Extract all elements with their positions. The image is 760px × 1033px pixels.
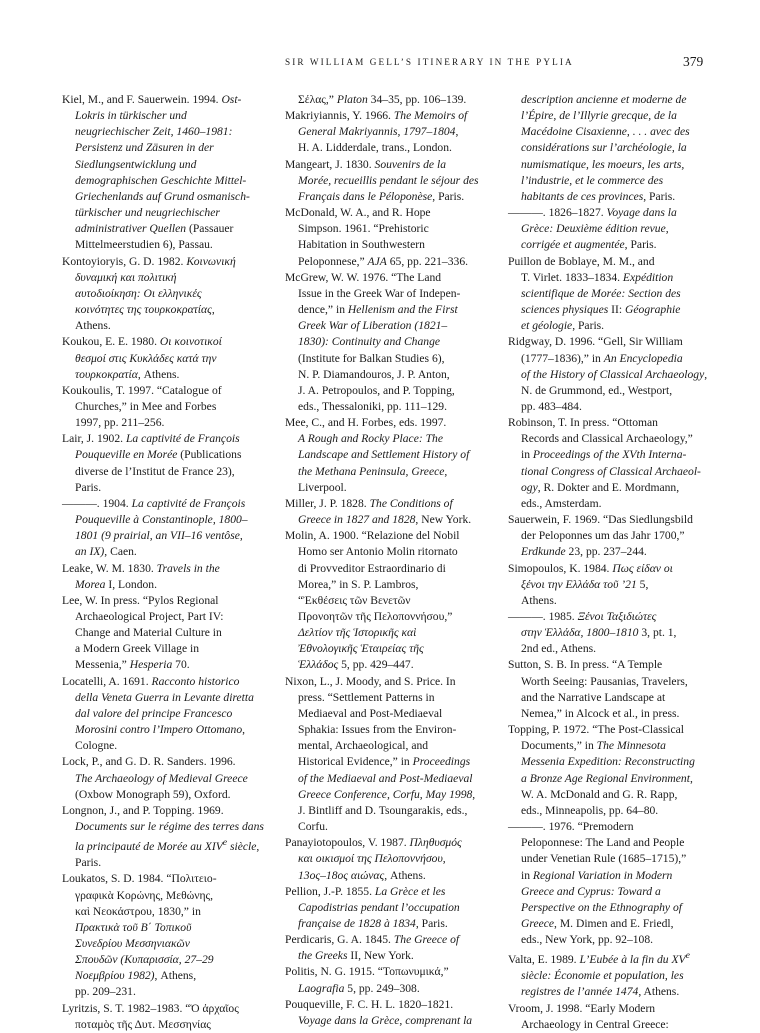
entry-line: Puillon de Boblaye, M. M., and xyxy=(508,254,655,268)
entry-line: Kontoyioryis, G. D. 1982. Κοινωνική xyxy=(62,254,236,268)
entry-line: diverse de l’Institut de France 23), xyxy=(75,464,235,478)
bibliography-entry xyxy=(508,948,718,1000)
entry-line: Habitation in Southwestern xyxy=(298,238,425,252)
entry-line: siècle: Économie et population, les xyxy=(521,969,684,983)
entry-line: N. de Grummond, ed., Westport, xyxy=(521,383,673,397)
bibliography-entry xyxy=(62,383,280,431)
entry-line: considérations sur l’archéologie, la xyxy=(521,141,687,155)
entry-line: der Peloponnes um das Jahr 1700,” xyxy=(521,529,685,543)
entry-line: l’industrie, et le commerce des xyxy=(521,173,664,187)
bibliography-column-3 xyxy=(508,92,718,1033)
bibliography-entry xyxy=(285,964,507,996)
entry-line: a Bronze Age Regional Environment, xyxy=(521,771,693,785)
entry-line: J. Bintliff and D. Tsoungarakis, eds., xyxy=(298,803,468,817)
entry-line: Erdkunde 23, pp. 237–244. xyxy=(521,545,647,559)
entry-line: the Methana Peninsula, Greece, xyxy=(298,464,448,478)
entry-line: Cologne. xyxy=(75,739,118,753)
bibliography-entry xyxy=(285,108,507,156)
entry-line: türkischer und neugriechischer xyxy=(75,206,220,220)
entry-line: Peloponnese,” AJA 65, pp. 221–336. xyxy=(298,254,469,268)
entry-line: Capodistrias pendant l’occupation xyxy=(298,900,460,914)
entry-line: under Venetian Rule (1685–1715),” xyxy=(521,852,687,866)
entry-line: neugriechischer Zeit, 1460–1981: xyxy=(75,125,233,139)
entry-line: Sphakia: Issues from the Environ- xyxy=(298,723,457,737)
entry-line: l’Épire, de l’Illyrie grecque, de la xyxy=(521,109,677,123)
bibliography-entry xyxy=(285,157,507,205)
entry-line: Longnon, J., and P. Topping. 1969. xyxy=(62,803,224,817)
bibliography-entry xyxy=(62,92,280,254)
bibliography-entry xyxy=(285,205,507,270)
entry-line: Grèce: Deuxième édition revue, xyxy=(521,222,669,236)
bibliography-entry xyxy=(285,674,507,836)
entry-line: J. A. Petropoulos, and P. Topping, xyxy=(298,383,455,397)
entry-line: (1777–1836),” in An Encyclopedia xyxy=(521,351,683,365)
entry-line: ogy, R. Dokter and E. Mordmann, xyxy=(521,480,680,494)
entry-line: Corfu. xyxy=(298,820,328,834)
bibliography-entry xyxy=(285,415,507,496)
entry-line: della Veneta Guerra in Levante diretta xyxy=(75,690,254,704)
bibliography-entry xyxy=(508,415,718,512)
bibliography-entry xyxy=(62,593,280,674)
entry-line: Molin, A. 1900. “Relazione del Nobil xyxy=(285,529,460,543)
entry-line: mental, Archaeological, and xyxy=(298,739,429,753)
entry-line: Greece in 1827 and 1828, New York. xyxy=(298,513,472,527)
entry-line: Landscape and Settlement History of xyxy=(298,448,470,462)
entry-line: Sutton, S. B. In press. “A Temple xyxy=(508,658,663,672)
entry-line: Lock, P., and G. D. R. Sanders. 1996. xyxy=(62,755,236,769)
bibliography-entry xyxy=(508,819,718,948)
entry-line: Français dans le Péloponèse, Paris. xyxy=(298,189,465,203)
entry-line: Σέλας,” Platon 34–35, pp. 106–139. xyxy=(298,93,467,106)
bibliography-entry xyxy=(62,754,280,802)
entry-line: Griechenlands auf Grund osmanisch- xyxy=(75,189,250,203)
entry-line: Πρακτικὰ τοῦ Β΄ Τοπικοῦ xyxy=(75,920,192,934)
bibliography-entry xyxy=(508,512,718,560)
bibliography-entry xyxy=(508,205,718,253)
entry-line: Προνοητῶν τῆς Πελοποννήσου,” xyxy=(298,610,453,623)
bibliography-entry xyxy=(62,431,280,496)
entry-line: Δελτίον τῆς Ἱστορικῆς καὶ xyxy=(298,626,417,640)
entry-line: Συνεδρίου Μεσσηνιακῶν xyxy=(75,936,190,950)
running-header xyxy=(0,54,760,74)
entry-line: Morea I, London. xyxy=(75,577,158,591)
entry-line: Peloponnese: The Land and People xyxy=(521,836,685,850)
entry-line: Messenia Expedition: Reconstructing xyxy=(521,755,695,769)
entry-line: 1997, pp. 211–256. xyxy=(75,416,165,430)
entry-line: Issue in the Greek War of Indepen- xyxy=(298,286,461,300)
bibliography-entry xyxy=(62,1001,280,1033)
entry-line: General Makriyannis, 1797–1804, xyxy=(298,125,459,139)
entry-line: Makriyiannis, Y. 1966. The Memoirs of xyxy=(285,109,468,123)
entry-line: Documents,” in The Minnesota xyxy=(521,739,666,753)
entry-line: Lokris in türkischer und xyxy=(75,109,187,123)
entry-line: Morosini contro l’Impero Ottomano, xyxy=(75,723,246,737)
bibliography-entry xyxy=(285,932,507,964)
bibliography-entry xyxy=(285,835,507,883)
entry-line: 2nd ed., Athens. xyxy=(521,642,597,656)
entry-line: scientifique de Morée: Section des xyxy=(521,286,681,300)
entry-line: Mediaeval and Post-Mediaeval xyxy=(298,706,443,720)
entry-line: καὶ Νεοκάστρου, 1830,” in xyxy=(75,904,201,918)
entry-line: Nemea,” in Alcock et al., in press. xyxy=(521,706,680,720)
entry-line: ———. 1904. La captivité de François xyxy=(62,496,246,510)
bibliography-entry xyxy=(62,334,280,382)
entry-line: Kiel, M., and F. Sauerwein. 1994. Ost- xyxy=(62,93,242,106)
entry-line: Siedlungsentwicklung und xyxy=(75,157,197,171)
bibliography-entry xyxy=(285,884,507,932)
entry-line: στην Ἑλλάδα, 1800–1810 3, pt. 1, xyxy=(521,626,677,640)
entry-line: corrigée et augmentée, Paris. xyxy=(521,238,657,252)
bibliography-entry xyxy=(62,561,280,593)
entry-line: habitants de ces provinces, Paris. xyxy=(521,189,676,203)
entry-line: Greek War of Liberation (1821– xyxy=(298,319,448,333)
entry-line: Nixon, L., J. Moody, and S. Price. In xyxy=(285,674,456,688)
entry-line: and the Narrative Landscape at xyxy=(521,690,666,704)
entry-line: ———. 1826–1827. Voyage dans la xyxy=(508,206,677,220)
entry-line: eds., New York, pp. 92–108. xyxy=(521,933,654,947)
entry-line: Macédoine Cisaxienne, . . . avec des xyxy=(521,125,690,139)
bibliography-column-2 xyxy=(285,92,507,1029)
entry-line: demographischen Geschichte Mittel- xyxy=(75,173,247,187)
entry-line: (Institute for Balkan Studies 6), xyxy=(298,351,445,365)
entry-line: Athens. xyxy=(75,319,111,333)
entry-line: administrativer Quellen (Passauer xyxy=(75,222,234,236)
entry-line: description ancienne et moderne de xyxy=(521,93,687,106)
entry-line: di Provveditor Estraordinario di xyxy=(298,561,446,575)
entry-line: Politis, N. G. 1915. “Τοπωνυμικά,” xyxy=(285,965,449,979)
bibliography-entry xyxy=(508,561,718,609)
running-title: SIR WILLIAM GELL’S ITINERARY IN THE PYLIA xyxy=(285,57,574,67)
entry-line: Simpson. 1961. “Prehistoric xyxy=(298,222,429,236)
entry-line: Lair, J. 1902. La captivité de François xyxy=(62,432,240,446)
entry-line: Mee, C., and H. Forbes, eds. 1997. xyxy=(285,416,447,430)
entry-line: ———. 1976. “Premodern xyxy=(508,820,634,834)
entry-line: τουρκοκρατία, Athens. xyxy=(75,367,180,381)
entry-line: Lyritzis, S. T. 1982–1983. “Ὁ ἀρχαῖος xyxy=(62,1001,239,1015)
bibliography-column-1 xyxy=(62,92,280,1033)
entry-line: Pouqueville, F. C. H. L. 1820–1821. xyxy=(285,997,454,1011)
entry-line: Ἐθνολογικῆς Ἑταιρείας τῆς xyxy=(298,642,424,656)
entry-line: Pellion, J.-P. 1855. La Grèce et les xyxy=(285,884,446,898)
entry-line: Records and Classical Archaeology,” xyxy=(521,432,693,446)
entry-line: Mittelmeerstudien 6), Passau. xyxy=(75,238,213,252)
entry-line: Robinson, T. In press. “Ottoman xyxy=(508,416,658,430)
entry-line: Laografia 5, pp. 249–308. xyxy=(298,981,420,995)
entry-line: Σπουδῶν (Κυπαρισσία, 27–29 xyxy=(75,953,214,967)
bibliography-entry xyxy=(285,270,507,415)
entry-line: “Ἐκθέσεις τῶν Βενετῶν xyxy=(298,593,411,607)
entry-line: Panayiotopoulos, V. 1987. Πληθυσμός xyxy=(285,836,462,850)
entry-line: Perdicaris, G. A. 1845. The Greece of xyxy=(285,933,460,947)
entry-line: Mangeart, J. 1830. Souvenirs de la xyxy=(285,157,446,171)
entry-line: et géologie, Paris. xyxy=(521,319,605,333)
entry-line: Νοεμβρίου 1982), Athens, xyxy=(75,969,197,983)
entry-line: eds., Thessaloniki, pp. 111–129. xyxy=(298,399,447,413)
bibliography-entry-continued xyxy=(285,92,507,108)
entry-line: eds., Minneapolis, pp. 64–80. xyxy=(521,803,659,817)
bibliography-entry xyxy=(285,528,507,673)
entry-line: Sauerwein, F. 1969. “Das Siedlungsbild xyxy=(508,513,693,527)
entry-line: αυτοδιοίκηση: Οι ελληνικές xyxy=(75,286,202,300)
entry-line: γραφικὰ Κορώνης, Μεθώνης, xyxy=(75,888,214,902)
entry-line: ξένοι την Ελλάδα τοῦ ’21 5, xyxy=(521,577,649,591)
entry-line: eds., Amsterdam. xyxy=(521,496,602,510)
bibliography-entry-continued xyxy=(508,92,718,205)
entry-line: Worth Seeing: Pausanias, Travelers, xyxy=(521,674,688,688)
bibliography-entry xyxy=(62,496,280,561)
entry-line: Voyage dans la Grèce, comprenant la xyxy=(298,1013,473,1027)
entry-line: pp. 483–484. xyxy=(521,399,582,413)
entry-line: (Oxbow Monograph 59), Oxford. xyxy=(75,787,231,801)
entry-line: sciences physiques II: Géographie xyxy=(521,303,681,317)
entry-line: Archaeology in Central Greece: xyxy=(521,1017,669,1031)
entry-line: Simopoulos, K. 1984. Πως είδαν οι xyxy=(508,561,673,575)
entry-line: la principauté de Morée au XIVe siècle, xyxy=(75,837,260,854)
entry-line: Change and Material Culture in xyxy=(75,626,222,640)
bibliography-entry xyxy=(508,334,718,415)
entry-line: press. “Settlement Patterns in xyxy=(298,690,435,704)
entry-line: W. A. McDonald and G. R. Rapp, xyxy=(521,787,678,801)
entry-line: Koukoulis, T. 1997. “Catalogue of xyxy=(62,383,222,397)
entry-line: Topping, P. 1972. “The Post-Classical xyxy=(508,723,684,737)
entry-line: Archaeological Project, Part IV: xyxy=(75,610,224,623)
entry-line: in Proceedings of the XVth Interna- xyxy=(521,448,687,462)
entry-line: Homo ser Antonio Molin ritornato xyxy=(298,545,458,559)
entry-line: of the History of Classical Archaeology, xyxy=(521,367,708,381)
entry-line: Vroom, J. 1998. “Early Modern xyxy=(508,1001,656,1015)
entry-line: Athens. xyxy=(521,593,557,607)
entry-line: a Modern Greek Village in xyxy=(75,642,200,656)
entry-line: The Archaeology of Medieval Greece xyxy=(75,771,248,785)
entry-line: the Greeks II, New York. xyxy=(298,949,414,963)
entry-line: Greece, M. Dimen and E. Friedl, xyxy=(521,916,674,930)
page-number: 379 xyxy=(683,54,704,69)
entry-line: Pouqueville à Constantinople, 1800– xyxy=(75,513,248,527)
bibliography-entry xyxy=(62,803,280,871)
entry-line: registres de l’année 1474, Athens. xyxy=(521,985,680,999)
bibliography-entry xyxy=(62,254,280,335)
entry-line: H. A. Lidderdale, trans., London. xyxy=(298,141,452,155)
entry-line: Leake, W. M. 1830. Travels in the xyxy=(62,561,220,575)
entry-line: 1830): Continuity and Change xyxy=(298,335,441,349)
entry-line: an IX), Caen. xyxy=(75,545,137,559)
entry-line: Persistenz und Zäsuren in der xyxy=(75,141,214,155)
entry-line: dal valore del principe Francesco xyxy=(75,706,233,720)
entry-line: Ἑλλάδος 5, pp. 429–447. xyxy=(298,658,414,672)
bibliography-entry xyxy=(508,657,718,722)
entry-line: Loukatos, S. D. 1984. “Πολιτειο- xyxy=(62,872,217,886)
entry-line: Valta, E. 1989. L’Eubée à la fin du XVe xyxy=(508,950,690,967)
bibliography-entry xyxy=(508,722,718,819)
entry-line: ποταμὸς τῆς Δυτ. Μεσσηνίας xyxy=(75,1017,211,1031)
entry-line: Greece Conference, Corfu, May 1998, xyxy=(298,787,476,801)
entry-line: tional Congress of Classical Archaeol- xyxy=(521,464,701,478)
bibliography-entry xyxy=(62,674,280,755)
entry-line: Perspective on the Ethnography of xyxy=(521,900,682,914)
entry-line: numismatique, les moeurs, les arts, xyxy=(521,157,685,171)
entry-line: Paris. xyxy=(75,480,102,494)
entry-line: of the Mediaeval and Post-Mediaeval xyxy=(298,771,473,785)
bibliography-entry xyxy=(508,609,718,657)
entry-line: Liverpool. xyxy=(298,480,347,494)
entry-line: Koukou, E. E. 1980. Οι κοινοτικοί xyxy=(62,335,222,349)
entry-line: in Regional Variation in Modern xyxy=(521,868,673,882)
bibliography-entry xyxy=(285,997,507,1029)
bibliography-entry xyxy=(508,1001,718,1033)
entry-line: Paris. xyxy=(75,856,102,870)
entry-line: Pouqueville en Morée (Publications xyxy=(75,448,242,462)
entry-line: Greece and Cyprus: Toward a xyxy=(521,884,661,898)
entry-line: Historical Evidence,” in Proceedings xyxy=(298,755,471,769)
entry-line: Documents sur le régime des terres dans xyxy=(75,820,264,834)
bibliography-entry xyxy=(285,496,507,528)
entry-line: Miller, J. P. 1828. The Conditions of xyxy=(285,496,453,510)
entry-line: θεσμοί στις Κυκλάδες κατά την xyxy=(75,351,217,365)
entry-line: ———. 1985. Ξένοι Ταξιδιώτες xyxy=(508,610,657,623)
entry-line: Messenia,” Hesperia 70. xyxy=(75,658,190,672)
entry-line: Churches,” in Mee and Forbes xyxy=(75,399,217,413)
entry-line: dence,” in Hellenism and the First xyxy=(298,303,458,317)
entry-line: 13ος–18ος αιώνας, Athens. xyxy=(298,868,426,882)
entry-line: française de 1828 à 1834, Paris. xyxy=(298,916,448,930)
bibliography-entry xyxy=(62,871,280,1000)
entry-line: A Rough and Rocky Place: The xyxy=(298,432,443,446)
entry-line: Morée, recueillis pendant le séjour des xyxy=(298,173,479,187)
entry-line: McGrew, W. W. 1976. “The Land xyxy=(285,270,442,284)
entry-line: pp. 209–231. xyxy=(75,985,136,999)
entry-line: T. Virlet. 1833–1834. Expédition xyxy=(521,270,674,284)
entry-line: N. P. Diamandouros, J. P. Anton, xyxy=(298,367,450,381)
entry-line: Lee, W. In press. “Pylos Regional xyxy=(62,593,219,607)
entry-line: και οικισμοί της Πελοποννήσου, xyxy=(298,852,446,866)
entry-line: κοινότητες της τουρκοκρατίας, xyxy=(75,303,215,317)
entry-line: Ridgway, D. 1996. “Gell, Sir William xyxy=(508,335,683,349)
bibliography-entry xyxy=(508,254,718,335)
entry-line: Locatelli, A. 1691. Racconto historico xyxy=(62,674,240,688)
entry-line: McDonald, W. A., and R. Hope xyxy=(285,206,431,220)
entry-line: Morea,” in S. P. Lambros, xyxy=(298,577,419,591)
entry-line: 1801 (9 prairial, an VII–16 ventôse, xyxy=(75,529,243,543)
entry-line: δυναμική και πολιτική xyxy=(75,270,177,284)
